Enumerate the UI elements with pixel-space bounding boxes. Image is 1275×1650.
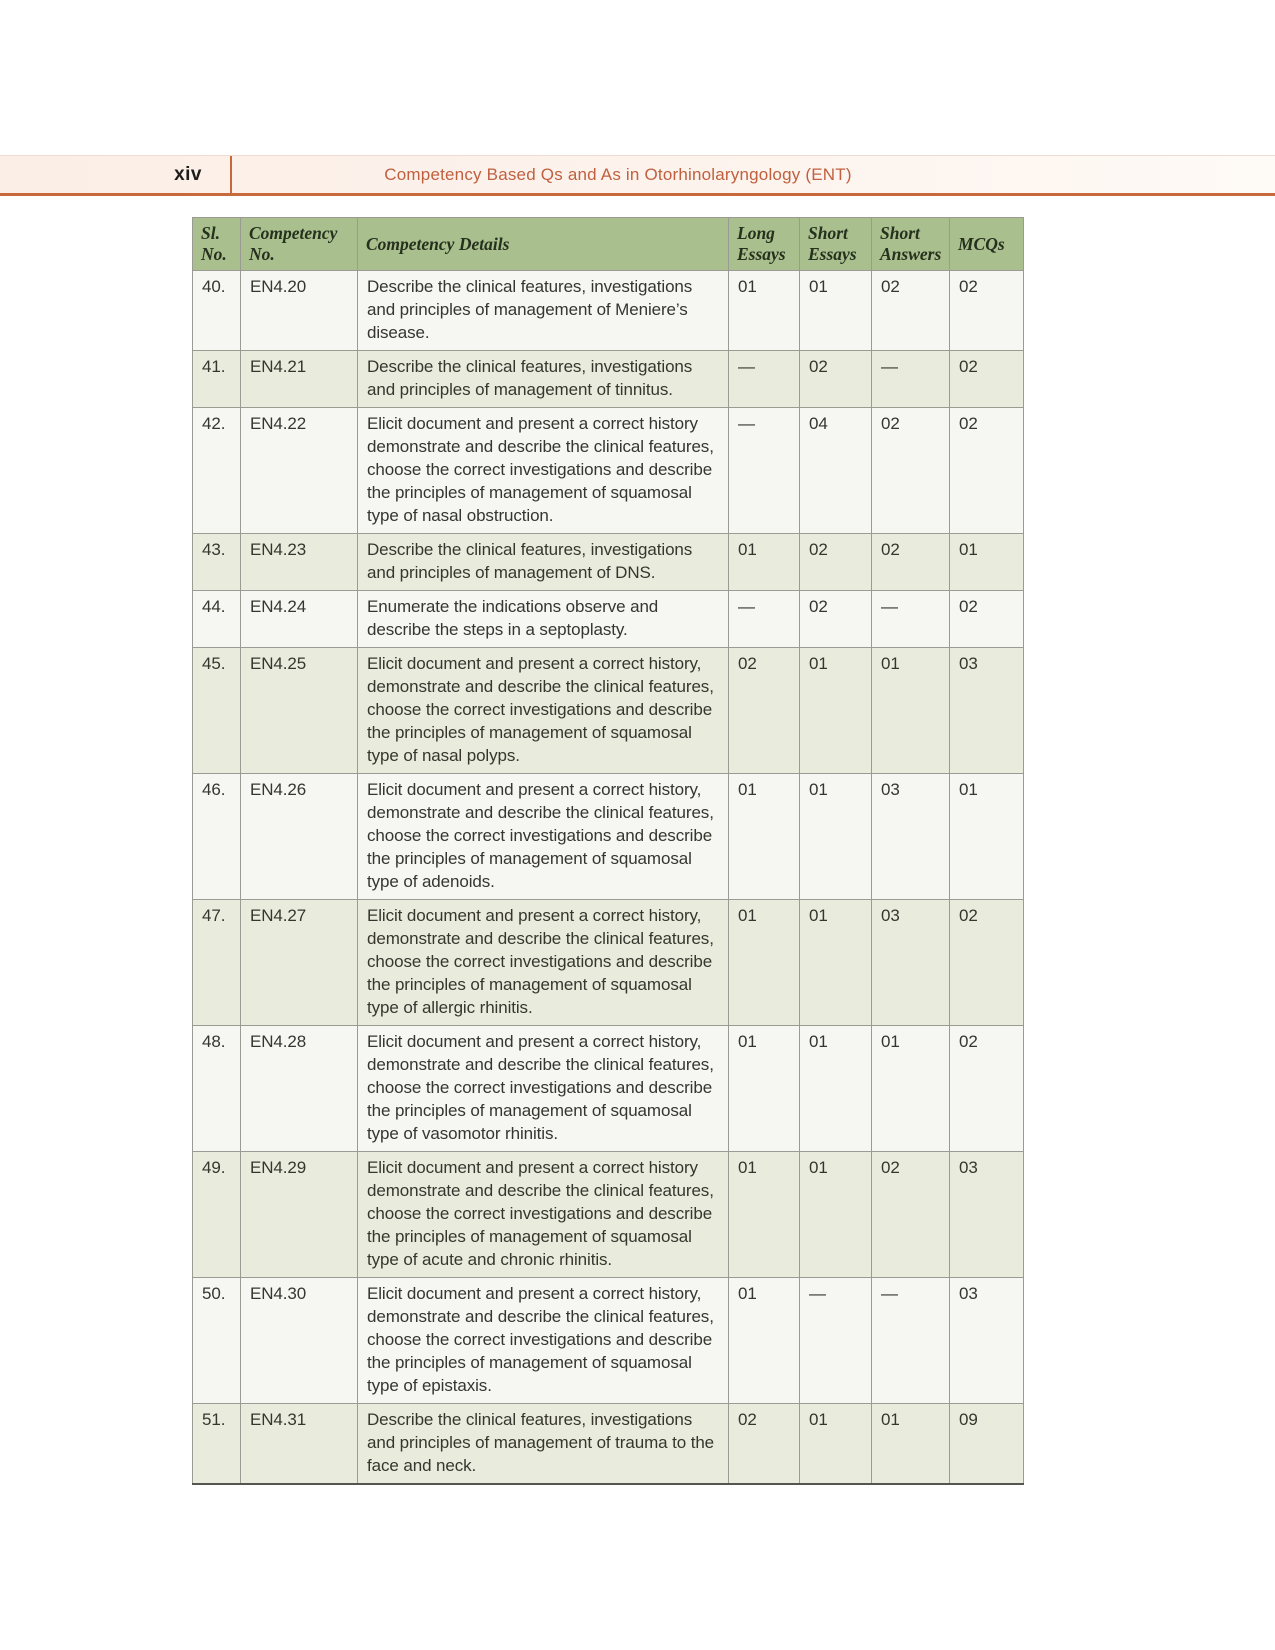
cell-short-answers: 01 [872,1404,950,1485]
cell-sl-no: 45. [193,648,241,774]
cell-mcqs: 01 [950,534,1024,591]
cell-mcqs: 02 [950,408,1024,534]
cell-competency-details: Elicit document and present a correct history, demonstrate and describe the clinical features, choose the correct investigations and describe the principles of management of squamosal type of adenoids. [358,774,729,900]
cell-long-essays: 01 [729,1278,800,1404]
cell-short-essays: 01 [800,774,872,900]
cell-short-essays: 04 [800,408,872,534]
cell-sl-no: 42. [193,408,241,534]
cell-short-essays: 01 [800,1404,872,1485]
cell-sl-no: 47. [193,900,241,1026]
column-header-long-essays: Long Essays [729,218,800,271]
table-row [193,591,1024,648]
cell-long-essays: — [729,591,800,648]
cell-long-essays: 01 [729,900,800,1026]
column-header-sl-no: Sl. No. [193,218,241,271]
cell-long-essays: 01 [729,271,800,351]
cell-short-answers: 03 [872,774,950,900]
cell-mcqs: 09 [950,1404,1024,1485]
competency-table [192,217,1024,1485]
cell-long-essays: — [729,351,800,408]
table-row [193,351,1024,408]
cell-mcqs: 02 [950,351,1024,408]
cell-short-essays: 01 [800,271,872,351]
cell-short-essays: 01 [800,1026,872,1152]
cell-short-answers: 01 [872,648,950,774]
cell-long-essays: 01 [729,1152,800,1278]
cell-competency-no: EN4.21 [241,351,358,408]
table-row [193,1404,1024,1485]
column-header-short-essays: Short Essays [800,218,872,271]
cell-sl-no: 46. [193,774,241,900]
cell-competency-details: Elicit document and present a correct history demonstrate and describe the clinical features, choose the correct investigations and describe the principles of management of squamosal type of acute and chronic rhinitis. [358,1152,729,1278]
cell-mcqs: 02 [950,1026,1024,1152]
cell-short-answers: 02 [872,534,950,591]
cell-sl-no: 44. [193,591,241,648]
cell-competency-no: EN4.26 [241,774,358,900]
table-row [193,1152,1024,1278]
cell-mcqs: 02 [950,271,1024,351]
cell-competency-no: EN4.22 [241,408,358,534]
cell-competency-details: Elicit document and present a correct history, demonstrate and describe the clinical features, choose the correct investigations and describe the principles of management of squamosal type of epistaxis. [358,1278,729,1404]
cell-short-essays: 02 [800,591,872,648]
table-header-row [193,218,1024,271]
cell-long-essays: 01 [729,1026,800,1152]
table-row [193,900,1024,1026]
running-title: Competency Based Qs and As in Otorhinolaryngology (ENT) [384,165,852,184]
competency-table-container [192,217,1023,1485]
table-row [193,648,1024,774]
cell-competency-details: Describe the clinical features, investigations and principles of management of trauma to the face and neck. [358,1404,729,1485]
cell-short-answers: — [872,1278,950,1404]
cell-short-essays: — [800,1278,872,1404]
cell-short-answers: 01 [872,1026,950,1152]
cell-short-answers: 02 [872,1152,950,1278]
cell-short-answers: 02 [872,271,950,351]
cell-sl-no: 49. [193,1152,241,1278]
cell-sl-no: 48. [193,1026,241,1152]
cell-competency-no: EN4.28 [241,1026,358,1152]
cell-mcqs: 02 [950,591,1024,648]
cell-competency-no: EN4.25 [241,648,358,774]
cell-long-essays: 01 [729,774,800,900]
cell-short-answers: — [872,351,950,408]
cell-short-essays: 01 [800,1152,872,1278]
cell-sl-no: 50. [193,1278,241,1404]
cell-competency-no: EN4.27 [241,900,358,1026]
cell-competency-details: Elicit document and present a correct history, demonstrate and describe the clinical features, choose the correct investigations and describe the principles of management of squamosal type of allergic rhinitis. [358,900,729,1026]
cell-long-essays: 01 [729,534,800,591]
cell-competency-no: EN4.30 [241,1278,358,1404]
cell-competency-no: EN4.31 [241,1404,358,1485]
cell-mcqs: 03 [950,1152,1024,1278]
page-number: xiv [174,164,202,185]
table-row [193,774,1024,900]
cell-short-answers: — [872,591,950,648]
cell-competency-details: Describe the clinical features, investigations and principles of management of tinnitus. [358,351,729,408]
cell-sl-no: 41. [193,351,241,408]
cell-long-essays: 02 [729,1404,800,1485]
column-header-mcqs: MCQs [950,218,1024,271]
cell-short-essays: 01 [800,648,872,774]
cell-competency-no: EN4.20 [241,271,358,351]
cell-mcqs: 03 [950,1278,1024,1404]
cell-competency-details: Describe the clinical features, investigations and principles of management of Meniere’s disease. [358,271,729,351]
cell-competency-no: EN4.23 [241,534,358,591]
cell-mcqs: 02 [950,900,1024,1026]
cell-competency-details: Describe the clinical features, investigations and principles of management of DNS. [358,534,729,591]
cell-short-answers: 02 [872,408,950,534]
cell-competency-details: Elicit document and present a correct history, demonstrate and describe the clinical features, choose the correct investigations and describe the principles of management of squamosal type of vasomotor rhinitis. [358,1026,729,1152]
table-row [193,271,1024,351]
table-row [193,534,1024,591]
cell-sl-no: 40. [193,271,241,351]
cell-short-answers: 03 [872,900,950,1026]
cell-short-essays: 02 [800,534,872,591]
cell-competency-details: Enumerate the indications observe and describe the steps in a septoplasty. [358,591,729,648]
cell-mcqs: 01 [950,774,1024,900]
column-header-short-answers: Short Answers [872,218,950,271]
running-header-band [0,155,1275,196]
cell-sl-no: 51. [193,1404,241,1485]
cell-short-essays: 01 [800,900,872,1026]
cell-competency-details: Elicit document and present a correct history, demonstrate and describe the clinical features, choose the correct investigations and describe the principles of management of squamosal type of nasal polyps. [358,648,729,774]
column-header-competency-no: Competency No. [241,218,358,271]
cell-competency-no: EN4.24 [241,591,358,648]
table-row [193,1278,1024,1404]
cell-long-essays: 02 [729,648,800,774]
table-row [193,408,1024,534]
table-row [193,1026,1024,1152]
cell-sl-no: 43. [193,534,241,591]
cell-competency-details: Elicit document and present a correct history demonstrate and describe the clinical features, choose the correct investigations and describe the principles of management of squamosal type of nasal obstruction. [358,408,729,534]
cell-short-essays: 02 [800,351,872,408]
column-header-competency-details: Competency Details [358,218,729,271]
cell-long-essays: — [729,408,800,534]
cell-competency-no: EN4.29 [241,1152,358,1278]
cell-mcqs: 03 [950,648,1024,774]
